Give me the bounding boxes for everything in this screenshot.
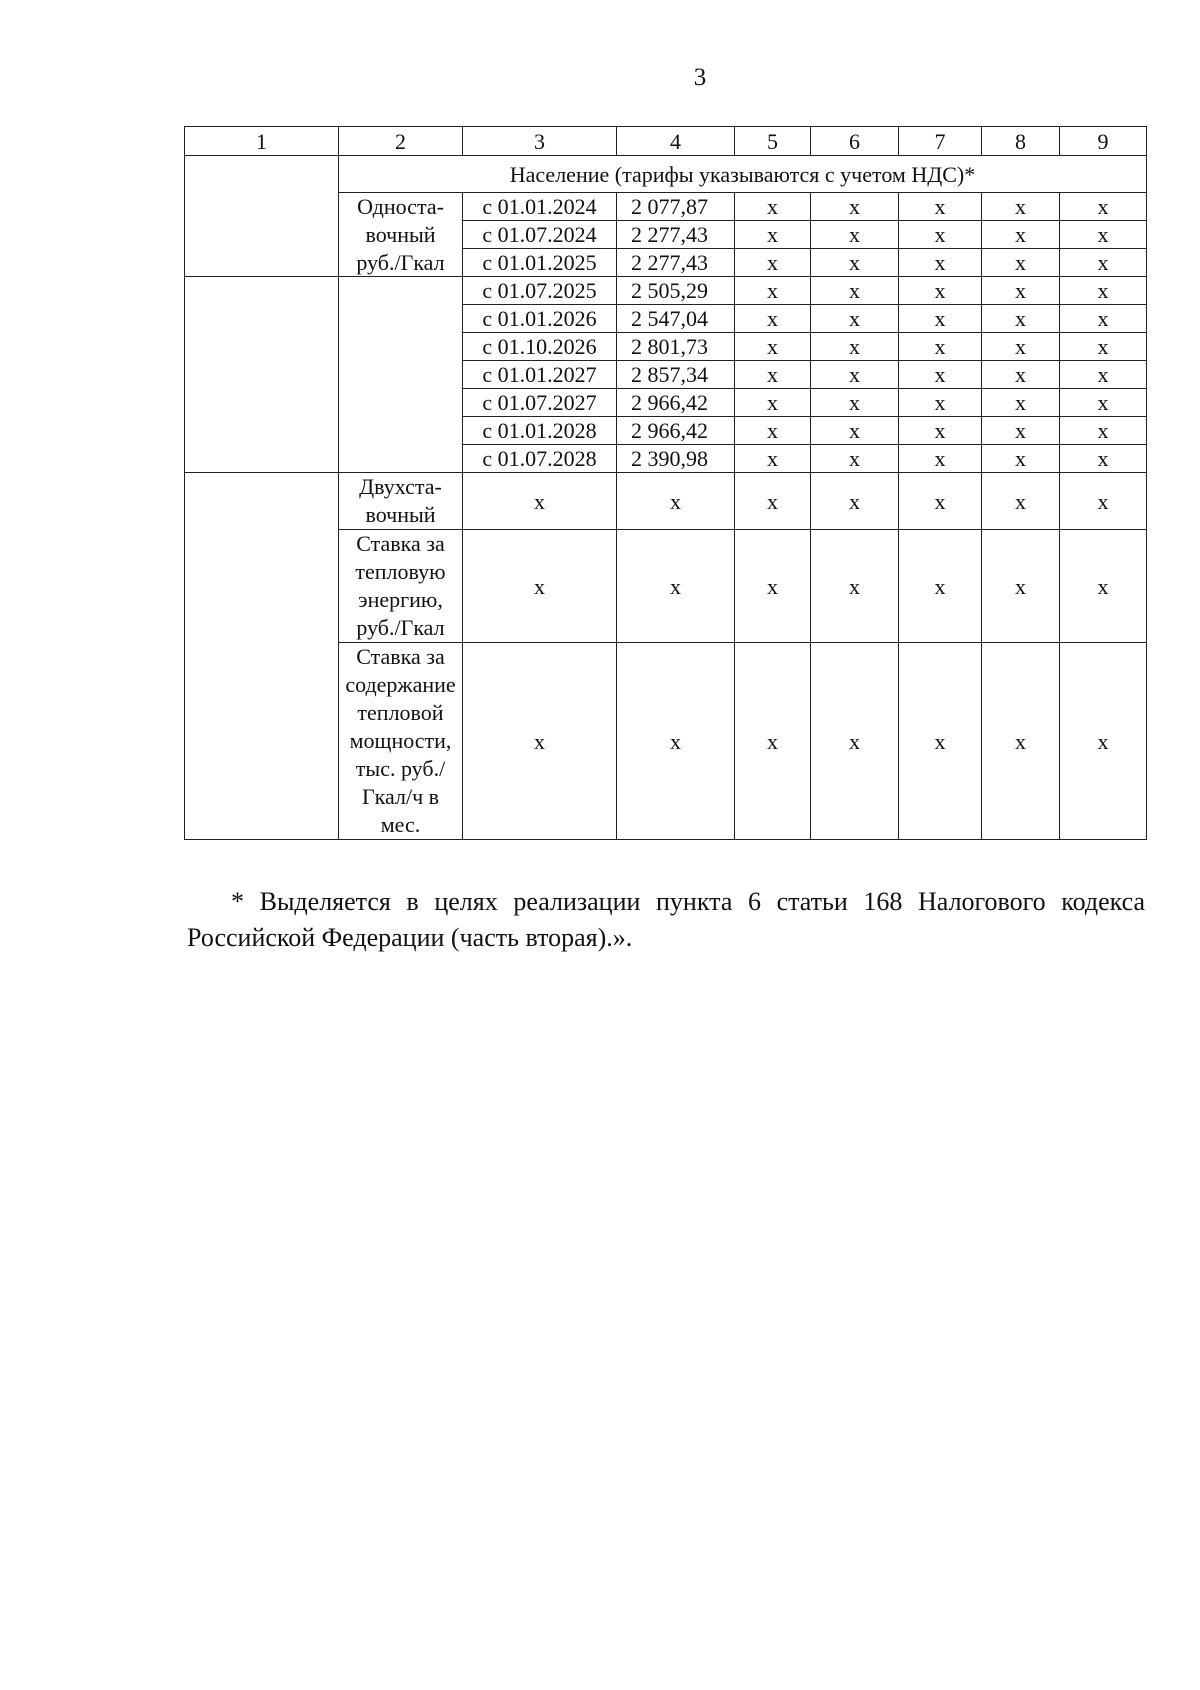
not-applicable-mark: x (982, 643, 1060, 840)
two-rate-row-label: Двухста-вочный (339, 473, 463, 530)
not-applicable-mark: x (735, 417, 811, 445)
column-number-6: 6 (811, 127, 899, 156)
not-applicable-mark: x (1060, 361, 1147, 389)
not-applicable-mark: x (982, 249, 1060, 277)
not-applicable-mark: x (899, 643, 982, 840)
effective-date: с 01.07.2028 (463, 445, 617, 473)
not-applicable-mark: x (1060, 473, 1147, 530)
not-applicable-mark: x (811, 221, 899, 249)
not-applicable-mark: x (735, 193, 811, 221)
tariff-value: 2 077,87 (617, 193, 735, 221)
table-row (185, 193, 1147, 221)
effective-date: с 01.01.2027 (463, 361, 617, 389)
tariff-value: 2 505,29 (617, 277, 735, 305)
not-applicable-mark: x (617, 643, 735, 840)
tariff-value: 2 857,34 (617, 361, 735, 389)
column-number-3: 3 (463, 127, 617, 156)
tariff-value: 2 966,42 (617, 417, 735, 445)
not-applicable-mark: x (463, 530, 617, 643)
not-applicable-mark: x (1060, 333, 1147, 361)
not-applicable-mark: x (811, 643, 899, 840)
not-applicable-mark: x (899, 305, 982, 333)
not-applicable-mark: x (735, 249, 811, 277)
empty-cell-col1 (185, 193, 339, 277)
not-applicable-mark: x (811, 417, 899, 445)
column-number-9: 9 (1060, 127, 1147, 156)
tariff-table-wrapper (184, 126, 1146, 840)
effective-date: с 01.01.2028 (463, 417, 617, 445)
not-applicable-mark: x (899, 417, 982, 445)
one-rate-label-line: руб./Гкал (339, 249, 463, 277)
column-number-1: 1 (185, 127, 339, 156)
not-applicable-mark: x (735, 221, 811, 249)
empty-label-cell (339, 277, 463, 305)
not-applicable-mark: x (982, 333, 1060, 361)
not-applicable-mark: x (735, 277, 811, 305)
one-rate-label-line: вочный (339, 221, 463, 249)
not-applicable-mark: x (735, 305, 811, 333)
not-applicable-mark: x (463, 473, 617, 530)
not-applicable-mark: x (982, 361, 1060, 389)
page-number: 3 (693, 64, 707, 91)
not-applicable-mark: x (811, 305, 899, 333)
empty-label-cell (339, 389, 463, 417)
not-applicable-mark: x (617, 473, 735, 530)
empty-label-cell (339, 417, 463, 445)
not-applicable-mark: x (982, 193, 1060, 221)
not-applicable-mark: x (811, 473, 899, 530)
not-applicable-mark: x (899, 249, 982, 277)
not-applicable-mark: x (1060, 249, 1147, 277)
not-applicable-mark: x (982, 221, 1060, 249)
not-applicable-mark: x (735, 361, 811, 389)
table-header-row (185, 127, 1147, 156)
not-applicable-mark: x (982, 530, 1060, 643)
not-applicable-mark: x (899, 473, 982, 530)
not-applicable-mark: x (811, 193, 899, 221)
column-number-5: 5 (735, 127, 811, 156)
not-applicable-mark: x (735, 445, 811, 473)
tariff-value: 2 277,43 (617, 221, 735, 249)
effective-date: с 01.07.2027 (463, 389, 617, 417)
not-applicable-mark: x (1060, 221, 1147, 249)
not-applicable-mark: x (811, 530, 899, 643)
not-applicable-mark: x (811, 277, 899, 305)
not-applicable-mark: x (899, 530, 982, 643)
not-applicable-mark: x (1060, 530, 1147, 643)
not-applicable-mark: x (982, 389, 1060, 417)
empty-cell-col1 (185, 277, 339, 473)
column-number-4: 4 (617, 127, 735, 156)
empty-label-cell (339, 361, 463, 389)
not-applicable-mark: x (811, 361, 899, 389)
empty-label-cell (339, 333, 463, 361)
not-applicable-mark: x (1060, 277, 1147, 305)
not-applicable-mark: x (811, 389, 899, 417)
tariff-value: 2 966,42 (617, 389, 735, 417)
not-applicable-mark: x (735, 643, 811, 840)
tariff-table (184, 126, 1147, 840)
section-title: Население (тарифы указываются с учетом НДС)* (339, 156, 1147, 193)
effective-date: с 01.10.2026 (463, 333, 617, 361)
not-applicable-mark: x (899, 389, 982, 417)
not-applicable-mark: x (463, 643, 617, 840)
heat-energy-rate-row-label: Ставка за тепловую энергию, руб./Гкал (339, 530, 463, 643)
tariff-value: 2 801,73 (617, 333, 735, 361)
effective-date: с 01.01.2024 (463, 193, 617, 221)
empty-label-cell (339, 445, 463, 473)
not-applicable-mark: x (735, 389, 811, 417)
not-applicable-mark: x (735, 333, 811, 361)
column-number-7: 7 (899, 127, 982, 156)
not-applicable-mark: x (899, 221, 982, 249)
not-applicable-mark: x (735, 530, 811, 643)
column-number-8: 8 (982, 127, 1060, 156)
not-applicable-mark: x (982, 305, 1060, 333)
not-applicable-mark: x (899, 333, 982, 361)
not-applicable-mark: x (811, 333, 899, 361)
not-applicable-mark: x (899, 277, 982, 305)
not-applicable-mark: x (899, 445, 982, 473)
not-applicable-mark: x (811, 445, 899, 473)
not-applicable-mark: x (1060, 417, 1147, 445)
not-applicable-mark: x (1060, 389, 1147, 417)
effective-date: с 01.07.2024 (463, 221, 617, 249)
not-applicable-mark: x (982, 473, 1060, 530)
not-applicable-mark: x (1060, 643, 1147, 840)
not-applicable-mark: x (982, 277, 1060, 305)
not-applicable-mark: x (617, 530, 735, 643)
tariff-value: 2 277,43 (617, 249, 735, 277)
table-row (185, 277, 1147, 305)
not-applicable-mark: x (1060, 193, 1147, 221)
not-applicable-mark: x (1060, 305, 1147, 333)
not-applicable-mark: x (899, 193, 982, 221)
not-applicable-mark: x (735, 473, 811, 530)
tariff-value: 2 390,98 (617, 445, 735, 473)
effective-date: с 01.01.2026 (463, 305, 617, 333)
two-rate-row (185, 473, 1147, 530)
empty-cell-col1 (185, 473, 339, 840)
table-section-row (185, 156, 1147, 193)
not-applicable-mark: x (811, 249, 899, 277)
one-rate-label-line: Односта- (339, 193, 463, 221)
empty-label-cell (339, 305, 463, 333)
tariff-value: 2 547,04 (617, 305, 735, 333)
effective-date: с 01.07.2025 (463, 277, 617, 305)
not-applicable-mark: x (982, 417, 1060, 445)
not-applicable-mark: x (982, 445, 1060, 473)
not-applicable-mark: x (899, 361, 982, 389)
empty-cell-col1 (185, 156, 339, 193)
capacity-rate-row-label: Ставка за содержание тепловой мощности, тыс. руб./ Гкал/ч в мес. (339, 643, 463, 840)
column-number-2: 2 (339, 127, 463, 156)
footnote: * Выделяется в целях реализации пункта 6 статьи 168 Налогового кодекса Российской Федерации (часть вторая).». (187, 887, 1145, 952)
effective-date: с 01.01.2025 (463, 249, 617, 277)
not-applicable-mark: x (1060, 445, 1147, 473)
